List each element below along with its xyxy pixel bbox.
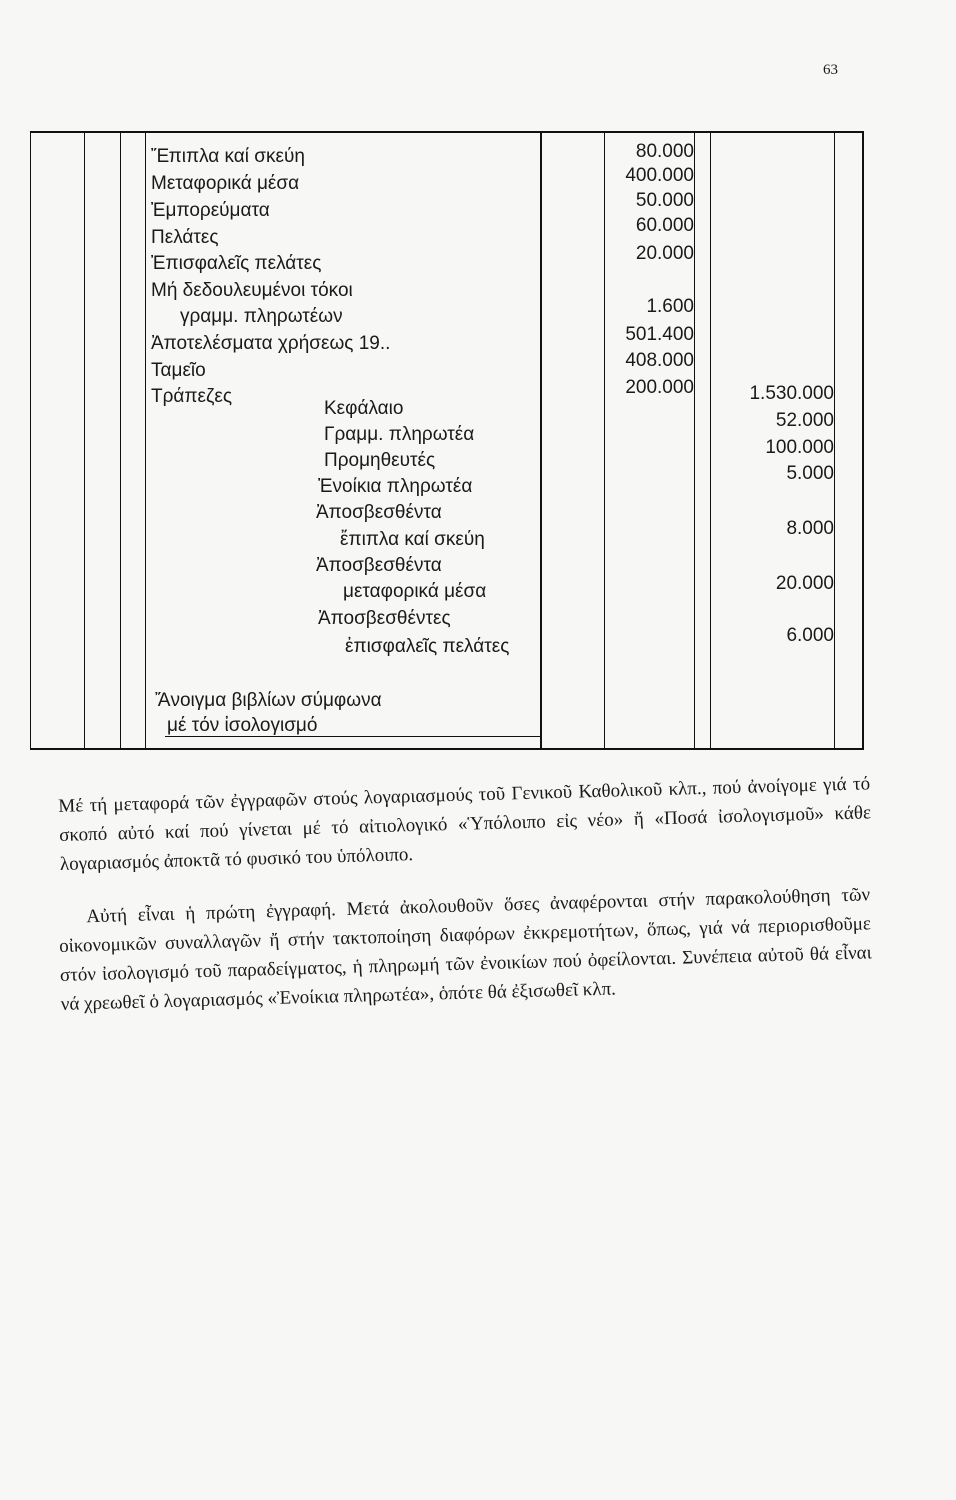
paragraph-2-text: Αὐτή εἶναι ἡ πρώτη ἐγγραφή. Μετά ἀκολουθοῦν ὅσες ἀναφέρονται στήν παρακολούθηση τῶν οἰκονομικῶν συναλλαγῶν ἤ στήν τακτοποίηση διαφόρων ἐκκρεμοτήτων, ὅπως, γιά νά περιορισθοῦμε στόν ἰσολογισμό τοῦ παραδείγματος, ἡ πληρωμή τῶν ἐνοικίων πού ὀφείλονται. Συνέπεια αὐτοῦ θά εἶναι νά χρεωθεῖ ὁ λογαριασμός «Ἐνοίκια πληρωτέα», ὁπότε θά ἐξισωθεῖ κλπ. (58, 884, 873, 1015)
debit-account: Ταμεῖο (151, 360, 206, 381)
paragraph-1-text: Μέ τή μεταφορά τῶν ἐγγραφῶν στούς λογαριασμούς τοῦ Γενικοῦ Καθολικοῦ κλπ., πού ἀνοίγομε γιά τό σκοπό αὐτό καί πού γίνεται μέ τό αἰτιολογικό «Ὑπόλοιπο εἰς νέο» ἤ «Ποσά ἰσολογισμοῦ» κάθε λογαριασμός ἀποκτᾶ τό φυσικό του ὑπόλοιπο. (58, 773, 872, 875)
narration-line: Ἄνοιγμα βιβλίων σύμφωνα (155, 690, 382, 711)
debit-account: Πελάτες (151, 227, 219, 248)
column-rule-5 (540, 131, 542, 750)
credit-amount: 6.000 (786, 625, 834, 646)
debit-account: Ἐπισφαλεῖς πελάτες (151, 253, 322, 274)
debit-amount: 200.000 (625, 377, 694, 398)
credit-amount: 1.530.000 (749, 383, 834, 404)
column-rule-6 (604, 131, 605, 750)
journal-top-rule (30, 131, 862, 133)
debit-amount: 60.000 (635, 215, 694, 236)
debit-amount: 1.600 (646, 296, 694, 317)
debit-account: Ἀποτελέσματα χρήσεως 19.. (151, 333, 391, 354)
debit-amount: 408.000 (625, 350, 694, 371)
column-rule-10 (862, 131, 864, 750)
column-rule-4 (145, 131, 146, 750)
debit-account: Μή δεδουλευμένοι τόκοι (151, 280, 353, 301)
paragraph-2 (58, 880, 873, 1019)
credit-amount: 100.000 (765, 437, 834, 458)
debit-account: Ἔπιπλα καί σκεύη (151, 146, 305, 167)
debit-account: Τράπεζες (151, 386, 232, 407)
debit-amount: 50.000 (635, 190, 694, 211)
credit-amount: 8.000 (786, 518, 834, 539)
narration-line: μέ τόν ἰσολογισμό (167, 715, 318, 736)
credit-account: Ἐνοίκια πληρωτέα (318, 476, 473, 497)
credit-amount: 20.000 (775, 573, 834, 594)
credit-account: Κεφάλαιο (324, 398, 404, 419)
debit-amount: 501.400 (625, 324, 694, 345)
credit-account: μεταφορικά μέσα (343, 581, 487, 602)
credit-account: Ἀποσβεσθέντα (316, 555, 442, 576)
debit-account: Μεταφορικά μέσα (151, 173, 300, 194)
column-rule-9 (834, 131, 835, 750)
credit-account: ἐπισφαλεῖς πελάτες (345, 636, 510, 657)
debit-amount: 80.000 (635, 141, 694, 162)
debit-account: γραμμ. πληρωτέων (180, 306, 343, 327)
paragraph-1 (58, 769, 872, 879)
credit-account: Γραμμ. πληρωτέα (324, 424, 475, 445)
credit-account: Προμηθευτές (324, 450, 436, 471)
column-rule-8 (710, 131, 711, 750)
journal-bottom-rule (30, 748, 862, 750)
credit-amount: 52.000 (775, 410, 834, 431)
column-rule-2 (84, 131, 85, 750)
page-number: 63 (823, 62, 838, 78)
credit-account: Ἀποσβεσθέντα (316, 502, 442, 523)
credit-account: Ἀποσβεσθέντες (318, 608, 451, 629)
debit-amount: 20.000 (635, 243, 694, 264)
debit-amount: 400.000 (625, 165, 694, 186)
credit-amount: 5.000 (786, 463, 834, 484)
credit-account: ἔπιπλα καί σκεύη (340, 529, 485, 550)
column-rule-7 (694, 131, 695, 750)
column-rule-3 (120, 131, 121, 750)
debit-account: Ἐμπορεύματα (151, 200, 270, 221)
column-rule-1 (30, 131, 31, 750)
